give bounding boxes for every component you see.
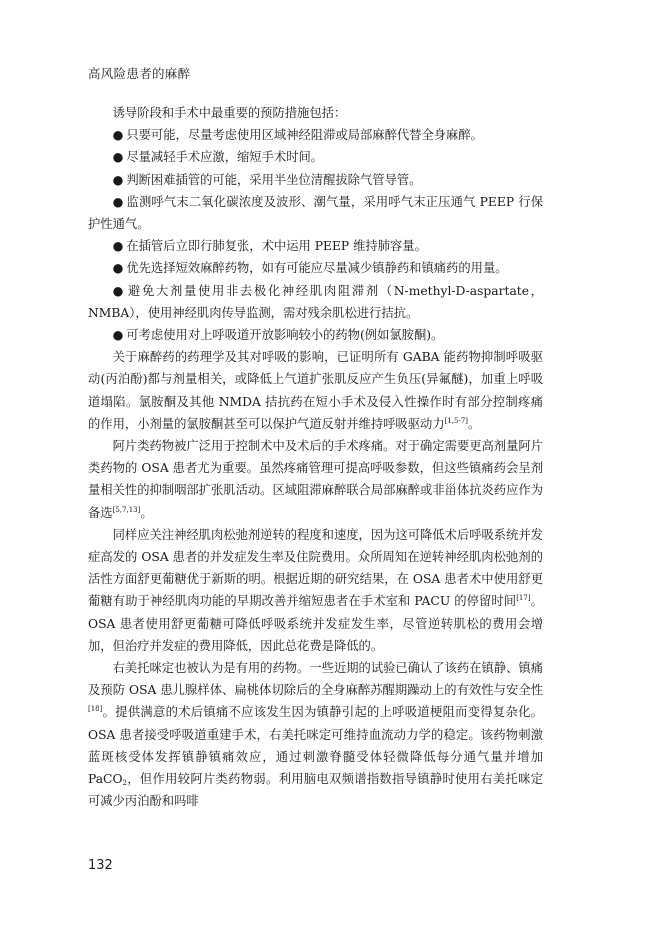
bullet-icon: ● <box>112 238 124 254</box>
bullet-item: ● 判断困难插管的可能，采用半坐位清醒拔除气管导管。 <box>112 171 422 187</box>
bullet-item: ● 尽量减轻手术应激，缩短手术时间。 <box>112 149 324 165</box>
bullet-icon: ● <box>112 127 124 143</box>
bullet-icon: ● <box>112 260 124 276</box>
bullet-icon: ● <box>112 171 124 187</box>
paragraph-dexmedetomidine: 右美托咪定也被认为是有用的药物。一些近期的试验已确认了该药在镇静、镇痛及预防 OSA 患儿腺样体、扁桃体切除后的全身麻醉苏醒期躁动上的有效性与安全性[18]。提供满意的术后镇痛不应该发生因为镇静引起的上呼吸道梗阻而变得复杂化。OSA 患者接受呼吸道重建手术，右美托咪定可维持血流动力学的稳定。该药物刺激蓝斑核受体发挥镇静镇痛效应，通过刺激脊髓受体轻微降低每分通气量并增加 PaCO$_2$，但作用较阿片类药物弱。利用脑电双频谱指数指导镇静时使用右美托咪定可减少丙泊酚和吗啡 <box>88 661 543 809</box>
bullet-item: ● 避免大剂量使用非去极化神经肌肉阻滞剂（N-methyl-D-aspartate，NMBA），使用神经肌肉传导监测，需对残余肌松进行拮抗。 <box>88 282 543 320</box>
citation: [17] <box>516 594 531 603</box>
running-header: 高风险患者的麻醉 <box>88 66 191 81</box>
intro-sentence: 诱导阶段和手术中最重要的预防措施包括： <box>112 106 347 120</box>
bullet-icon: ● <box>112 149 124 165</box>
bullet-item: ● 可考虑使用对上呼吸道开放影响较小的药物(例如氯胺酮)。 <box>112 327 444 343</box>
bullet-item: ● 监测呼气末二氧化碳浓度及波形、潮气量，采用呼气末正压通气 PEEP 行保护性通气。 <box>88 193 543 232</box>
citation: [18] <box>88 705 103 714</box>
body-text <box>88 102 543 813</box>
bullet-item: ● 只要可能，尽量考虑使用区域神经阻滞或局部麻醉代替全身麻醉。 <box>112 127 483 143</box>
paragraph-neuromuscular-reversal: 同样应关注神经肌肉松弛剂逆转的程度和速度，因为这可降低术后呼吸系统并发症高发的 OSA 患者的并发症发生率及住院费用。众所周知在逆转神经肌肉松弛剂的活性方面舒更葡糖优于新斯的明。根据近期的研究结果，在 OSA 患者术中使用舒更葡糖有助于神经肌肉功能的早期改善并缩短患者在手术室和 PACU 的停留时间[17]。OSA 患者使用舒更葡糖可降低呼吸系统并发症发生率，尽管逆转肌松的费用会增加，但治疗并发症的费用降低，因此总花费是降低的。 <box>88 527 543 653</box>
citation: [5,7,13] <box>112 505 141 514</box>
page-number: 132 <box>88 858 113 873</box>
bullet-item: ● 在插管后立即行肺复张，术中运用 PEEP 维持肺容量。 <box>112 238 427 254</box>
paragraph-anesthetic-pharmacology: 关于麻醉药的药理学及其对呼吸的影响，已证明所有 GABA 能药物抑制呼吸驱动(丙泊酚)都与剂量相关，或降低上气道扩张肌反应产生负压(异氟醚)，加重上呼吸道塌陷。氯胺酮及其他 NMDA 拮抗药在短小手术及侵入性操作时有部分控制疼痛的作用，小剂量的氯胺酮甚至可以保护气道反射并维持呼吸驱动力[1,5-7]。 <box>88 350 543 431</box>
citation: [1,5-7] <box>444 416 469 425</box>
subscript: 2 <box>122 779 128 788</box>
bullet-icon: ● <box>112 282 126 298</box>
paragraph-opioids: 阿片类药物被广泛用于控制术中及术后的手术疼痛。对于确定需要更高剂量阿片类药物的 OSA 患者尤为重要。虽然疼痛管理可提高呼吸参数，但这些镇痛药会呈剂量相关性的抑制咽部扩张肌活动。区域阻滞麻醉联合局部麻醉或非甾体抗炎药应作为备选[5,7,13]。 <box>88 439 543 520</box>
bullet-icon: ● <box>112 327 124 343</box>
bullet-icon: ● <box>112 193 124 209</box>
bullet-item: ● 优先选择短效麻醉药物，如有可能应尽量减少镇静药和镇痛药的用量。 <box>112 260 508 276</box>
